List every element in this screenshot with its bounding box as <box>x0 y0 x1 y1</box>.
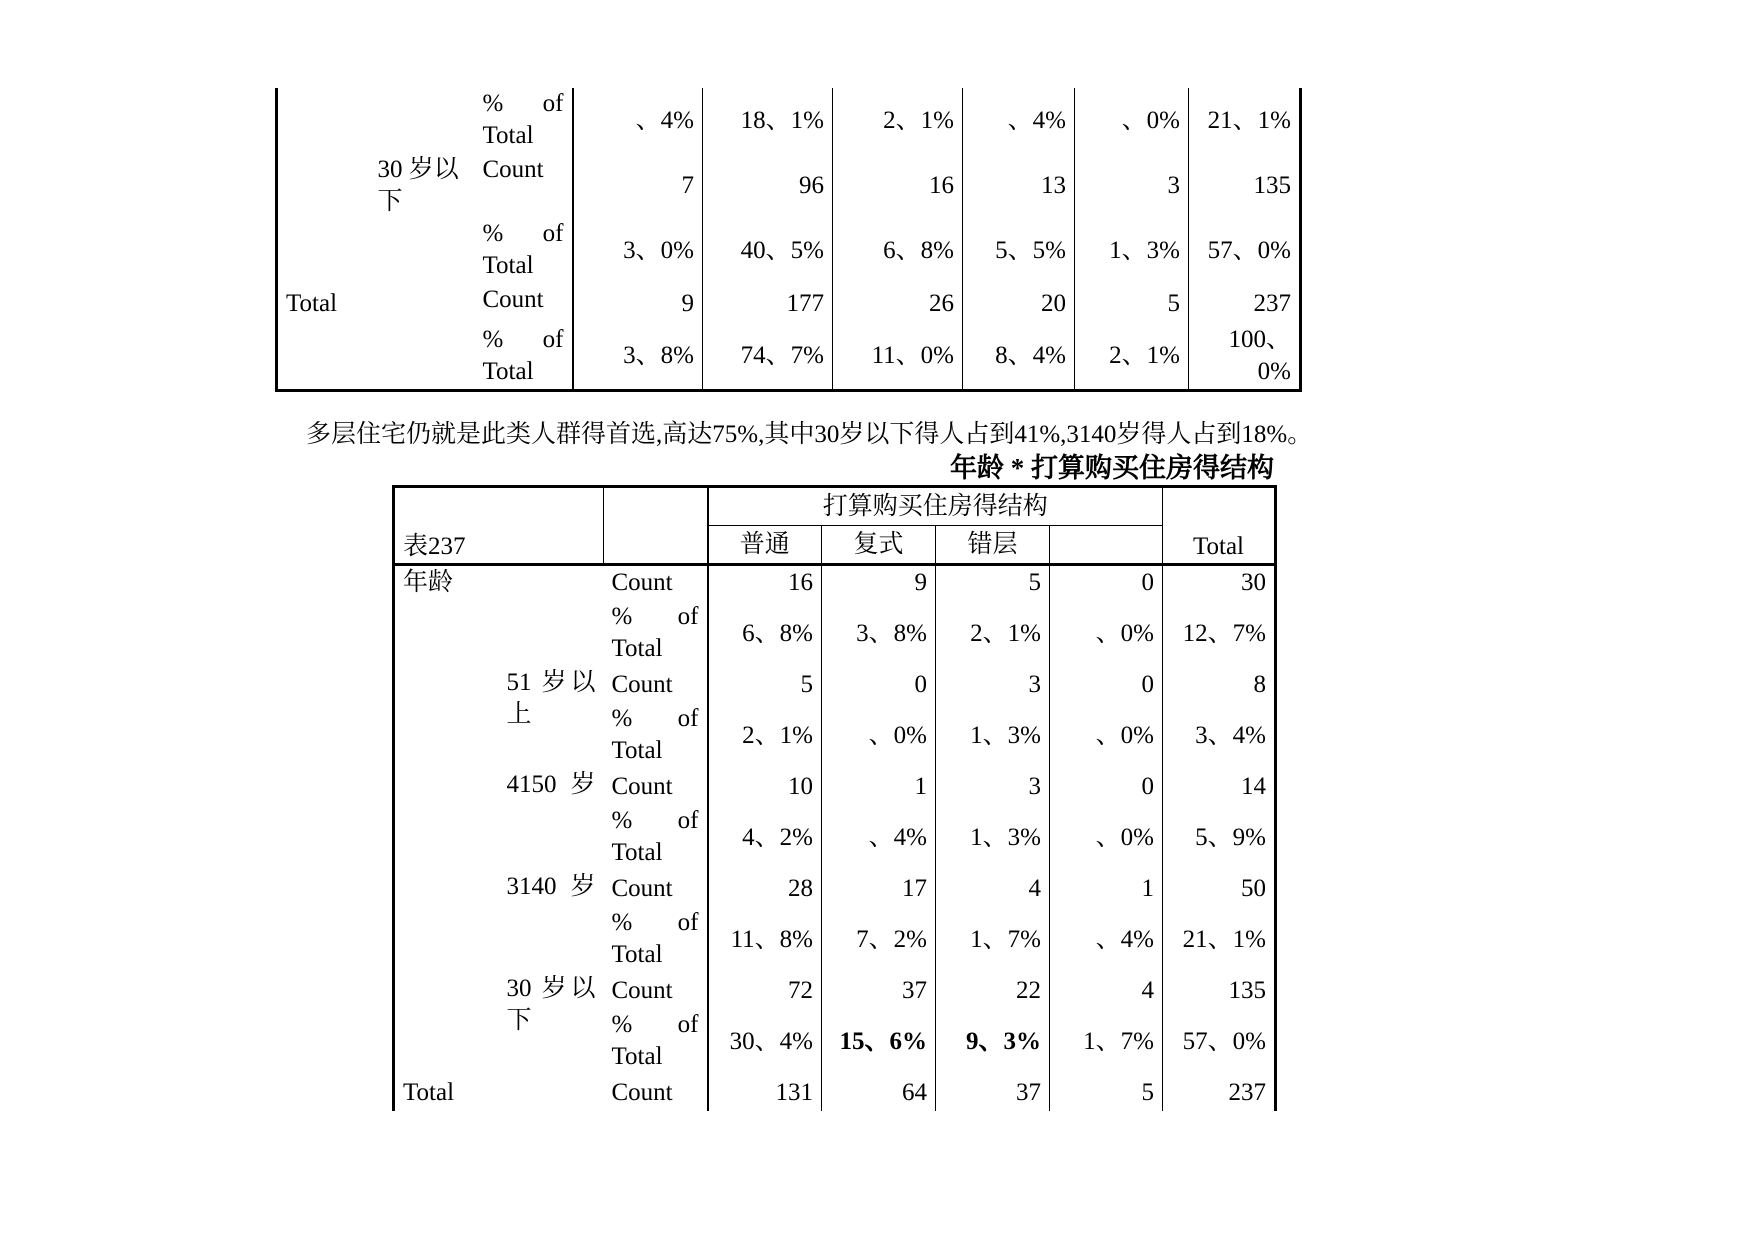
value-cell: 、4% <box>573 88 703 154</box>
value-cell: 1、7% <box>1050 1009 1163 1075</box>
row-subgroup-label <box>499 1075 604 1111</box>
value-cell: 57、0% <box>1182 1027 1266 1055</box>
value-cell: 9 <box>822 565 936 601</box>
value-cell: 0 <box>1050 667 1163 703</box>
table-row <box>394 871 1276 907</box>
value-cell: 、0% <box>1050 805 1163 871</box>
col-header: 错层 <box>936 526 1050 565</box>
value-cell: 57、0% <box>1207 237 1291 264</box>
row-subgroup-label: 4150岁 <box>506 770 596 798</box>
value-cell: 4、2% <box>708 805 822 871</box>
stat-label: Count <box>604 973 708 1009</box>
row-subgroup-label <box>370 88 475 154</box>
value-cell: 18、1% <box>703 88 833 154</box>
stat-label: Count <box>604 667 708 703</box>
row-group-label <box>394 769 499 805</box>
value-cell: 100、0% <box>1228 326 1291 386</box>
value-cell: 1、3% <box>1075 218 1189 284</box>
stat-label: Count <box>604 769 708 805</box>
row-group-label <box>394 601 499 667</box>
value-cell: 3、4% <box>1195 721 1266 749</box>
value-cell: 0 <box>822 667 936 703</box>
value-cell: 37 <box>936 1075 1050 1111</box>
value-cell: 、4% <box>1050 907 1163 973</box>
table-row <box>277 284 1301 324</box>
row-group-label <box>394 805 499 871</box>
value-cell: 131 <box>708 1075 822 1111</box>
value-cell: 、4% <box>963 88 1075 154</box>
table-title: 年龄 * 打算购买住房得结构 <box>950 453 1274 483</box>
value-cell: 2、1% <box>1075 324 1189 390</box>
value-cell: 4 <box>936 871 1050 907</box>
value-cell: 4 <box>1050 973 1163 1009</box>
value-cell: 17 <box>822 871 936 907</box>
row-group-label: Total <box>286 290 338 317</box>
value-cell: 1 <box>1050 871 1163 907</box>
table-row <box>277 218 1301 284</box>
value-cell: 12、7% <box>1182 619 1266 647</box>
row-subgroup-label: 3140岁 <box>506 872 596 900</box>
value-cell: 3 <box>1075 154 1189 218</box>
value-cell: 、4% <box>822 805 936 871</box>
row-group-label <box>277 324 370 390</box>
value-cell: 72 <box>708 973 822 1009</box>
value-cell: 9 <box>573 284 703 324</box>
value-cell: 135 <box>1228 976 1266 1004</box>
stat-label: % of Total <box>604 1009 708 1075</box>
total-label: Total <box>403 1078 455 1106</box>
stat-label: % of Total <box>604 601 708 667</box>
value-cell: 3、8% <box>822 601 936 667</box>
value-cell: 64 <box>822 1075 936 1111</box>
value-cell: 6、8% <box>833 218 963 284</box>
total-header: Total <box>1163 487 1276 565</box>
stat-label: Count <box>475 154 573 218</box>
stat-label: % of Total <box>604 703 708 769</box>
row-subgroup-label <box>370 284 475 324</box>
value-cell: 7 <box>573 154 703 218</box>
table-row <box>277 88 1301 154</box>
value-cell: 7、2% <box>822 907 936 973</box>
row-subgroup-label: 30 岁以下 <box>506 974 596 1034</box>
value-cell: 14 <box>1241 772 1266 800</box>
value-cell: 22 <box>936 973 1050 1009</box>
value-cell: 30 <box>1241 569 1266 597</box>
table-row <box>394 667 1276 703</box>
value-cell: 3 <box>936 667 1050 703</box>
value-cell: 16 <box>833 154 963 218</box>
row-subgroup-label: 51 岁以上 <box>506 668 596 728</box>
value-cell: 237 <box>1253 290 1291 317</box>
value-cell: 11、8% <box>708 907 822 973</box>
value-cell: 0 <box>1050 565 1163 601</box>
value-cell: 237 <box>1228 1078 1266 1106</box>
value-cell: 2、1% <box>708 703 822 769</box>
value-cell: 1、3% <box>936 805 1050 871</box>
crosstab-table-continued <box>275 88 1302 392</box>
table-row <box>394 769 1276 805</box>
value-cell: 5、5% <box>963 218 1075 284</box>
value-cell: 74、7% <box>703 324 833 390</box>
value-cell: 11、0% <box>833 324 963 390</box>
col-header: 普通 <box>708 526 822 565</box>
stat-label: Count <box>604 1075 708 1111</box>
value-cell: 3、8% <box>573 324 703 390</box>
value-cell: 96 <box>703 154 833 218</box>
row-group-label <box>394 667 499 703</box>
value-cell: 2、1% <box>936 601 1050 667</box>
value-cell: 、0% <box>1050 703 1163 769</box>
value-cell: 1 <box>822 769 936 805</box>
value-cell: 21、1% <box>1182 925 1266 953</box>
value-cell: 8 <box>1253 670 1266 698</box>
value-cell: 9、3% <box>936 1009 1050 1075</box>
row-subgroup-label <box>370 218 475 284</box>
value-cell: 28 <box>708 871 822 907</box>
row-group-label: 年龄 <box>403 569 454 597</box>
stat-label: Count <box>604 871 708 907</box>
value-cell: 16 <box>708 565 822 601</box>
value-cell: 3、0% <box>573 218 703 284</box>
col-header: 复式 <box>822 526 936 565</box>
value-cell: 135 <box>1253 172 1291 199</box>
stat-label: Count <box>475 284 573 324</box>
row-group-label <box>394 703 499 769</box>
value-cell: 15、6% <box>822 1009 936 1075</box>
value-cell: 、0% <box>1050 601 1163 667</box>
value-cell: 、0% <box>1075 88 1189 154</box>
group-header: 打算购买住房得结构 <box>708 487 1163 526</box>
stat-label: % of Total <box>475 324 573 390</box>
value-cell: 20 <box>963 284 1075 324</box>
value-cell: 8、4% <box>963 324 1075 390</box>
row-group-label <box>394 871 499 907</box>
corner-empty <box>604 487 708 565</box>
value-cell: 177 <box>703 284 833 324</box>
stat-label: % of Total <box>475 88 573 154</box>
table-row <box>277 154 1301 218</box>
row-group-label <box>394 1009 499 1075</box>
row-group-label <box>394 907 499 973</box>
value-cell: 5 <box>708 667 822 703</box>
row-group-label <box>277 88 370 154</box>
value-cell: 50 <box>1241 874 1266 902</box>
value-cell: 5 <box>1075 284 1189 324</box>
table-row <box>394 565 1276 601</box>
value-cell: 30、4% <box>708 1009 822 1075</box>
table-row <box>394 973 1276 1009</box>
value-cell: 37 <box>822 973 936 1009</box>
row-subgroup-label <box>499 565 604 667</box>
value-cell: 5、9% <box>1195 823 1266 851</box>
value-cell: 5 <box>1050 1075 1163 1111</box>
corner-label: 表237 <box>394 487 604 565</box>
row-subgroup-label <box>370 324 475 390</box>
stat-label: % of Total <box>604 907 708 973</box>
value-cell: 10 <box>708 769 822 805</box>
table-row <box>277 324 1301 390</box>
body-paragraph: 多层住宅仍就是此类人群得首选,高达75%,其中30岁以下得人占到41%,3140岁得人占到18%。 <box>306 421 1313 448</box>
value-cell: 0 <box>1050 769 1163 805</box>
value-cell: 1、7% <box>936 907 1050 973</box>
value-cell: 40、5% <box>703 218 833 284</box>
stat-label: % of Total <box>475 218 573 284</box>
value-cell: 5 <box>936 565 1050 601</box>
value-cell: 13 <box>963 154 1075 218</box>
value-cell: 6、8% <box>708 601 822 667</box>
value-cell: 26 <box>833 284 963 324</box>
value-cell: 21、1% <box>1207 107 1291 134</box>
stat-label: % of Total <box>604 805 708 871</box>
value-cell: 、0% <box>822 703 936 769</box>
stat-label: Count <box>604 565 708 601</box>
col-header <box>1050 526 1163 565</box>
value-cell: 1、3% <box>936 703 1050 769</box>
crosstab-table-age-structure <box>392 485 1277 1111</box>
row-group-label <box>277 154 370 218</box>
value-cell: 2、1% <box>833 88 963 154</box>
row-subgroup-label: 30 岁以下 <box>377 156 459 215</box>
row-group-label <box>394 973 499 1009</box>
row-group-label <box>277 218 370 284</box>
table-row <box>394 1075 1276 1111</box>
value-cell: 3 <box>936 769 1050 805</box>
